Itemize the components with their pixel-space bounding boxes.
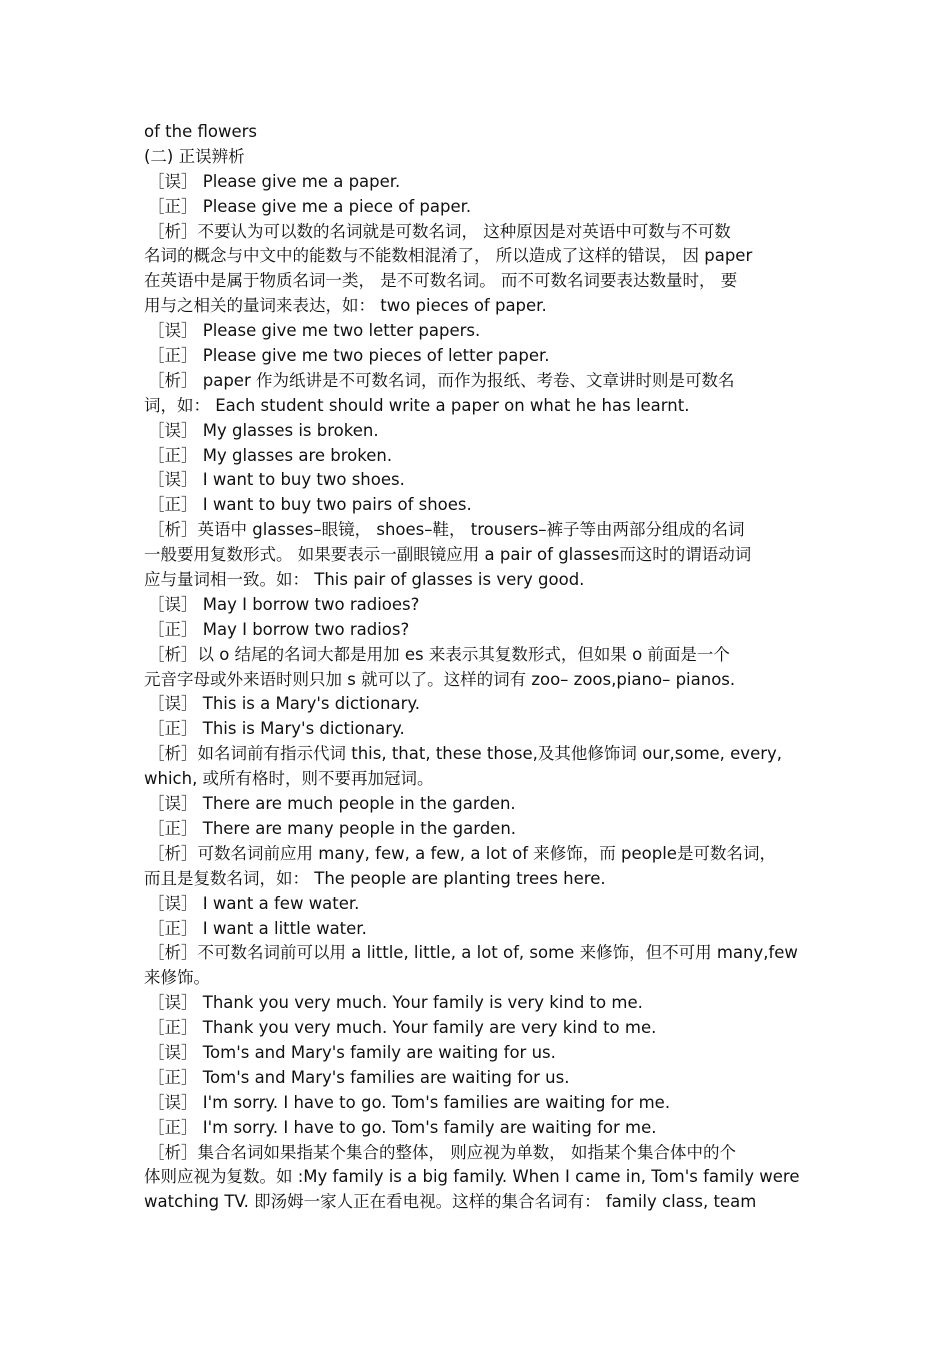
analysis-line: 元音字母或外来语时则只加 s 就可以了。这样的词有 zoo– zoos,piano– pianos. (144, 669, 736, 689)
text-body (144, 120, 816, 1215)
wrong-example: ［误］ This is a Mary's dictionary. (148, 694, 421, 714)
analysis-line: ［析］可数名词前应用 many, few, a few, a lot of 来修饰，而 people是可数名词， (148, 843, 776, 863)
analysis-line: 来修饰。 (144, 968, 210, 988)
wrong-example: ［误］ There are much people in the garden. (148, 794, 516, 814)
analysis-line: ［析］不要认为可以数的名词就是可数名词， 这种原因是对英语中可数与不可数 (148, 221, 731, 241)
analysis-line: ［析］ paper 作为纸讲是不可数名词，而作为报纸、考卷、文章讲时则是可数名 (148, 370, 735, 390)
analysis-line: 名词的概念与中文中的能数与不能数相混淆了， 所以造成了这样的错误， 因 paper (144, 246, 753, 266)
analysis-line: ［析］以 o 结尾的名词大都是用加 es 来表示其复数形式，但如果 o 前面是一个 (148, 644, 730, 664)
wrong-example: ［误］ My glasses is broken. (148, 420, 379, 440)
text-line: of the flowers (144, 122, 257, 141)
correct-example: ［正］ This is Mary's dictionary. (148, 719, 405, 739)
analysis-line: 用与之相关的量词来表达，如： two pieces of paper. (144, 296, 547, 316)
wrong-example: ［误］ Tom's and Mary's family are waiting for us. (148, 1042, 556, 1062)
section-heading: (二) 正误辨析 (144, 146, 245, 166)
analysis-line: ［析］英语中 glasses–眼镜， shoes–鞋， trousers–裤子等由两部分组成的名词 (148, 520, 745, 540)
correct-example: ［正］ Please give me a piece of paper. (148, 196, 472, 216)
analysis-line: 词，如： Each student should write a paper on what he has learnt. (144, 395, 690, 415)
correct-example: ［正］ Tom's and Mary's families are waiting for us. (148, 1067, 570, 1087)
correct-example: ［正］ I want to buy two pairs of shoes. (148, 495, 472, 515)
analysis-line: 应与量词相一致。如： This pair of glasses is very good. (144, 570, 585, 590)
analysis-line: 而且是复数名词，如： The people are planting trees here. (144, 868, 606, 888)
correct-example: ［正］ There are many people in the garden. (148, 818, 517, 838)
analysis-line: watching TV. 即汤姆一家人正在看电视。这样的集合名词有： family class, team (144, 1192, 757, 1212)
analysis-line: 一般要用复数形式。 如果要表示一副眼镜应用 a pair of glasses而这时的谓语动词 (144, 545, 752, 565)
analysis-line: 体则应视为复数。如 :My family is a big family. When I came in, Tom's family were (144, 1167, 800, 1187)
correct-example: ［正］ Please give me two pieces of letter paper. (148, 346, 550, 366)
wrong-example: ［误］ I want a few water. (148, 893, 360, 913)
correct-example: ［正］ I want a little water. (148, 918, 367, 938)
wrong-example: ［误］ I want to buy two shoes. (148, 470, 405, 490)
wrong-example: ［误］ Please give me two letter papers. (148, 321, 481, 341)
analysis-line: ［析］不可数名词前可以用 a little, little, a lot of, some 来修饰，但不可用 many,few (148, 943, 798, 963)
wrong-example: ［误］ Please give me a paper. (148, 171, 401, 191)
wrong-example: ［误］ I'm sorry. I have to go. Tom's families are waiting for me. (148, 1092, 671, 1112)
correct-example: ［正］ My glasses are broken. (148, 445, 393, 465)
correct-example: ［正］ I'm sorry. I have to go. Tom's family are waiting for me. (148, 1117, 657, 1137)
wrong-example: ［误］ Thank you very much. Your family is very kind to me. (148, 993, 643, 1013)
analysis-line: 在英语中是属于物质名词一类， 是不可数名词。 而不可数名词要表达数量时， 要 (144, 271, 738, 291)
wrong-example: ［误］ May I borrow two radioes? (148, 594, 420, 614)
correct-example: ［正］ May I borrow two radios? (148, 619, 410, 639)
analysis-line: ［析］如名词前有指示代词 this, that, these those,及其他修饰词 our,some, every, (148, 744, 783, 764)
analysis-line: which, 或所有格时，则不要再加冠词。 (144, 769, 434, 789)
correct-example: ［正］ Thank you very much. Your family are very kind to me. (148, 1018, 657, 1038)
analysis-line: ［析］集合名词如果指某个集合的整体， 则应视为单数， 如指某个集合体中的个 (148, 1142, 736, 1162)
